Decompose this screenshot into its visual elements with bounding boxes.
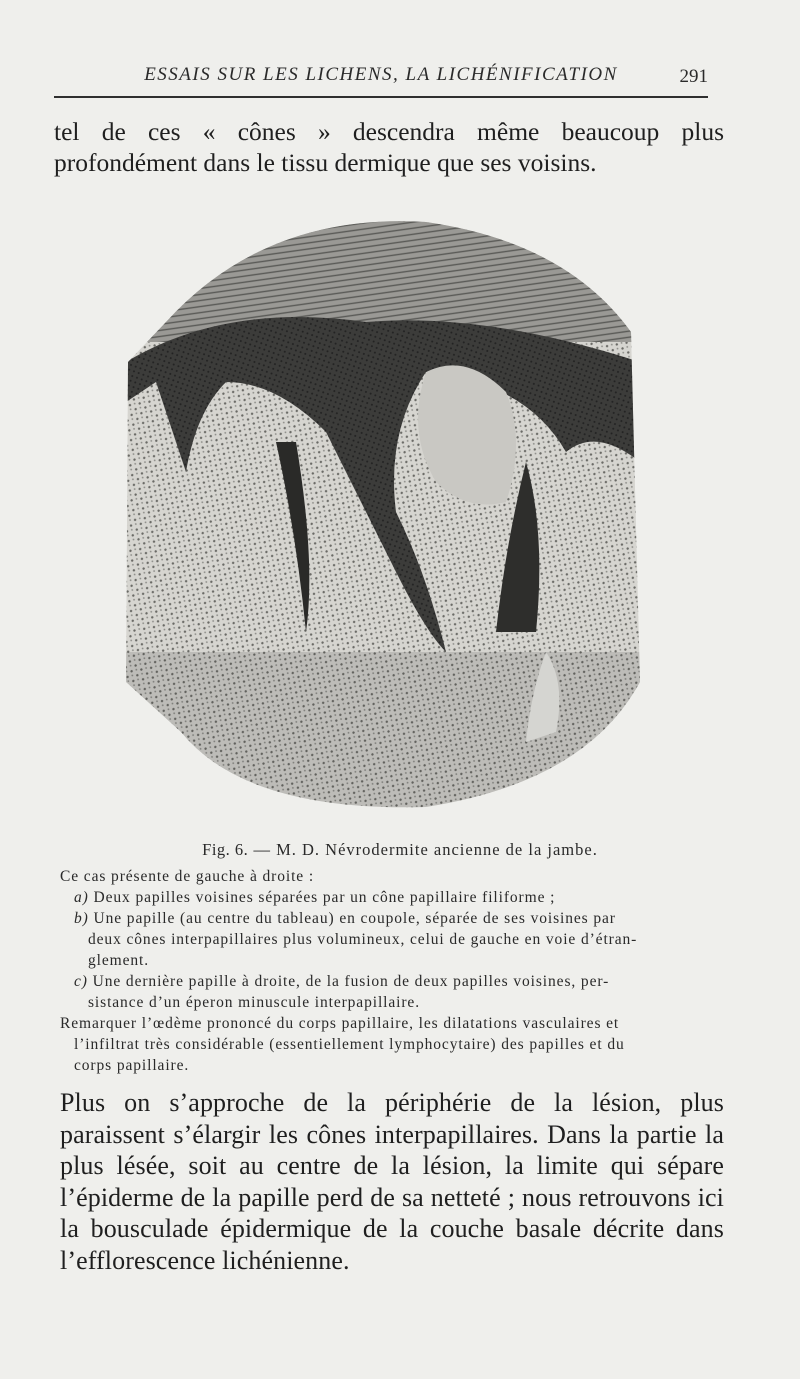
legend-intro: Ce cas présente de gauche à droite : [60,868,315,885]
header-rule [54,96,708,98]
legend-text-b: Une papille (au centre du tableau) en coupole, séparée de ses voisines par [93,910,616,927]
top-paragraph: tel de ces « cônes » descendra même beaucoup plus profondément dans le tissu dermique que ses voisins. [54,117,724,177]
legend-remark-3: corps papillaire. [74,1057,190,1074]
legend-remark-2: l’infiltrat très considérable (essentiellement lymphocytaire) des papilles et du [74,1036,625,1053]
bottom-paragraph: Plus on s’approche de la périphérie de la lésion, plus paraissent s’élargir les cônes interpapillaires. Dans la partie la plus lésée, soit au centre de la lésion, la limite qui sépare l’épiderme de la papille perd de sa netteté ; nous retrouvons ici la bousculade épidermique de la couche basale décrite dans l’efflorescence lichénienne. [60,1088,724,1275]
running-head [54,62,708,92]
figure-title: — M. D. Névrodermite ancienne de la jambe. [253,840,598,859]
legend-marker-a: a) [74,889,89,906]
legend-item-b-cont-2: glement. [88,952,150,969]
legend-item-c-cont-1: sistance d’un éperon minuscule interpapillaire. [88,994,420,1011]
running-title: ESSAIS SUR LES LICHENS, LA LICHÉNIFICATION [144,64,618,85]
legend-remark-1: Remarquer l’œdème prononcé du corps papillaire, les dilatations vasculaires et [60,1015,620,1032]
legend-text-a: Deux papilles voisines séparées par un cône papillaire filiforme ; [93,889,556,906]
page-number: 291 [679,66,708,87]
micrograph-image [126,212,640,812]
figure-caption [0,840,800,860]
legend-item-c [60,971,724,992]
legend-marker-b: b) [74,910,89,927]
legend-item-a [60,887,724,908]
legend-item-b-cont-1: deux cônes interpapillaires plus volumineux, celui de gauche en voie d’étran- [88,931,638,948]
figure-label: Fig. 6. [202,840,249,859]
legend-text-c: Une dernière papille à droite, de la fusion de deux papilles voisines, per- [92,973,610,990]
figure-legend [60,866,724,1076]
legend-marker-c: c) [74,973,88,990]
legend-item-b [60,908,724,929]
